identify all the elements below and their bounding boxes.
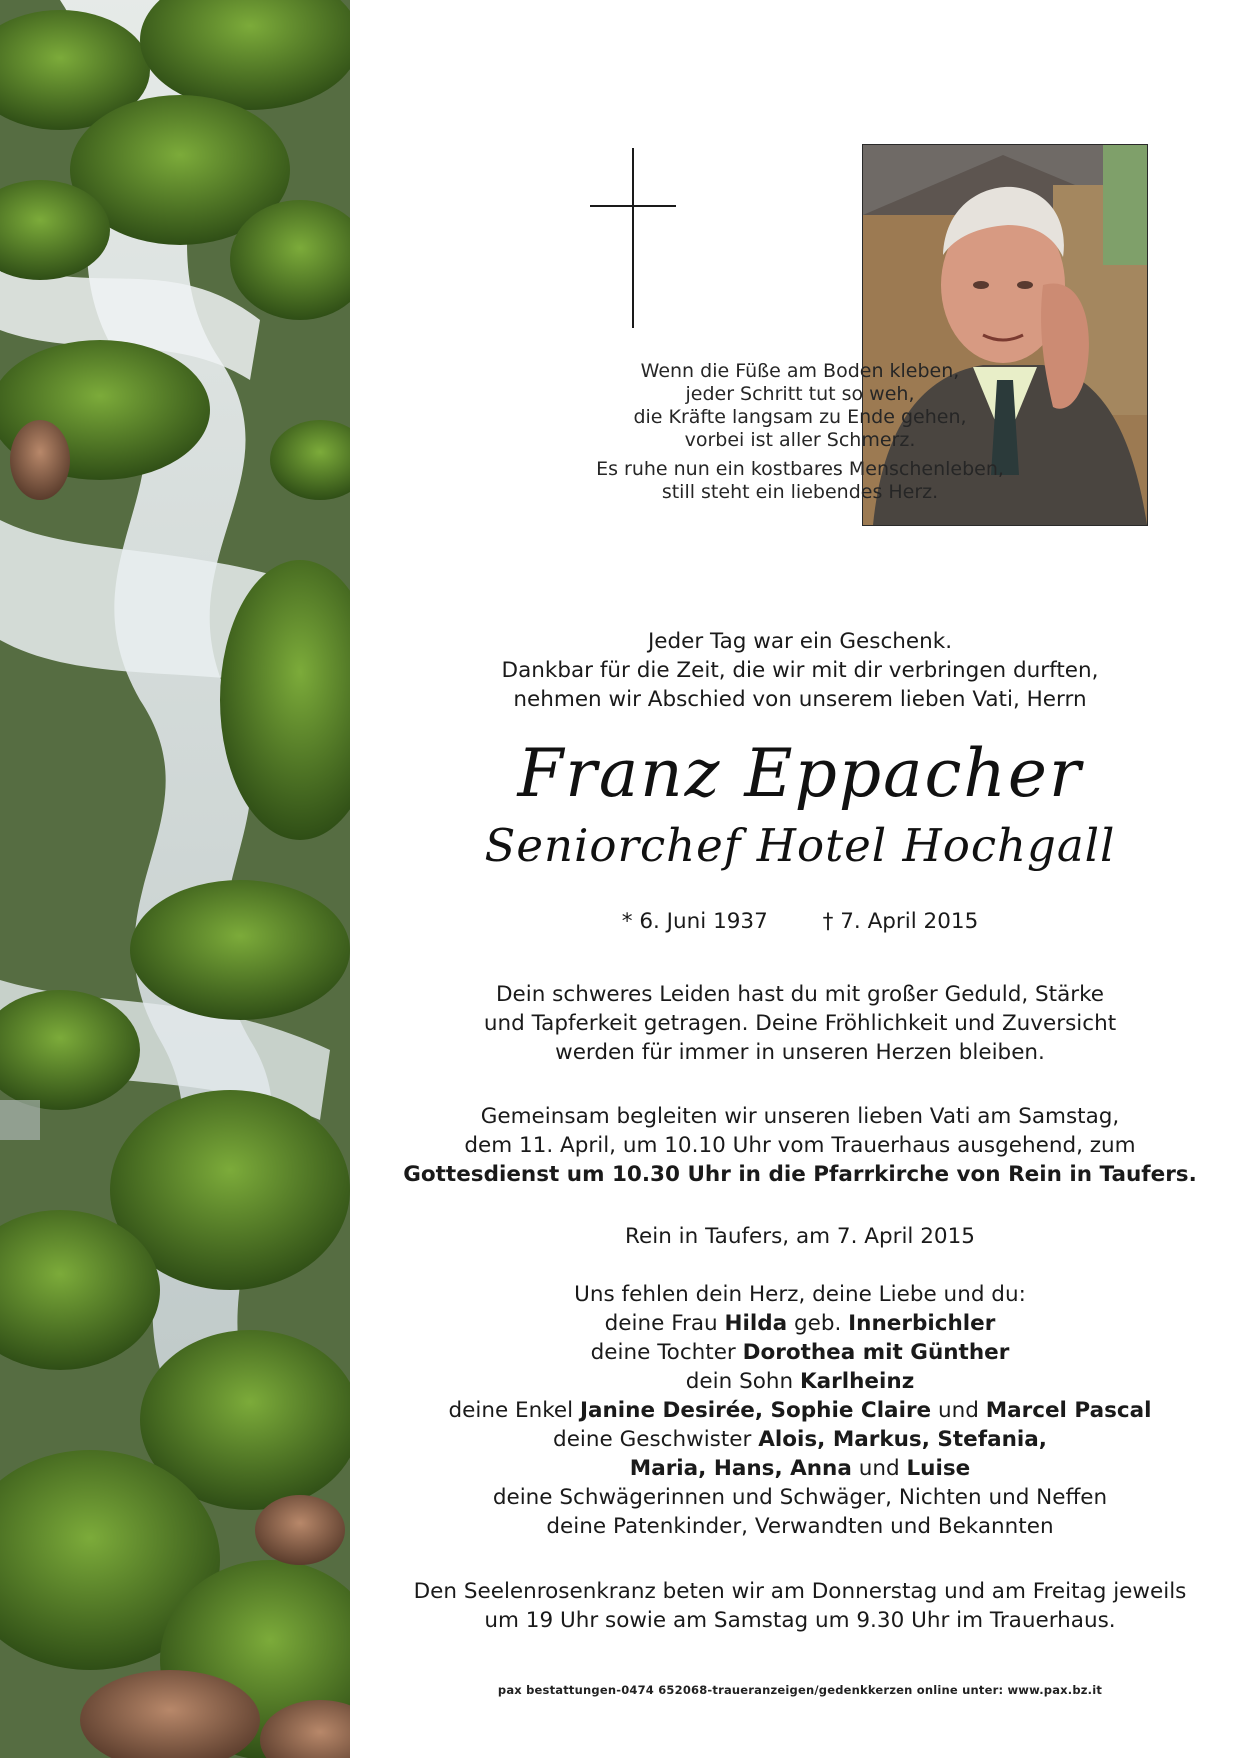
waterfall-moss-photo xyxy=(0,0,350,1758)
rosary-info: Den Seelenrosenkranz beten wir am Donnerstag und am Freitag jeweils um 19 Uhr sowie am Samstag um 9.30 Uhr im Trauerhaus. xyxy=(413,1579,1187,1633)
poem xyxy=(400,360,1200,510)
life-dates xyxy=(400,908,1200,936)
family-list xyxy=(400,1280,1200,1541)
poem-stanza-1: Wenn die Füße am Boden kleben, jeder Schritt tut so weh, die Kräfte langsam zu Ende gehen, vorbei ist aller Schmerz. xyxy=(633,360,967,451)
family-siblings: deine Geschwister Alois, Markus, Stefania, xyxy=(553,1427,1047,1452)
family-wife: deine Frau Hilda geb. Innerbichler xyxy=(604,1311,996,1336)
family-others: deine Patenkinder, Verwandten und Bekannten xyxy=(546,1514,1054,1539)
death-date: † 7. April 2015 xyxy=(822,909,979,934)
funeral-info: Gemeinsam begleiten wir unseren lieben Vati am Samstag, dem 11. April, um 10.10 Uhr vom Trauerhaus ausgehend, zum Gottesdienst um 10.30 Uhr in die Pfarrkirche von Rein in Taufers. xyxy=(403,1104,1197,1187)
birth-date: * 6. Juni 1937 xyxy=(621,909,768,934)
family-grandchildren: deine Enkel Janine Desirée, Sophie Claire und Marcel Pascal xyxy=(448,1398,1152,1423)
deceased-title: Seniorchef Hotel Hochgall xyxy=(484,819,1116,872)
family-intro: Uns fehlen dein Herz, deine Liebe und du: xyxy=(574,1282,1026,1307)
place-date: Rein in Taufers, am 7. April 2015 xyxy=(625,1224,975,1249)
poem-stanza-2: Es ruhe nun ein kostbares Menschenleben, still steht ein liebendes Herz. xyxy=(596,458,1004,503)
tribute-paragraph: Dein schweres Leiden hast du mit großer Geduld, Stärke und Tapferkeit getragen. Deine Fröhlichkeit und Zuversicht werden für immer in unseren Herzen bleiben. xyxy=(483,982,1117,1065)
intro-text: Jeder Tag war ein Geschenk. Dankbar für die Zeit, die wir mit dir verbringen durften, nehmen wir Abschied von unserem lieben Vati, Herrn xyxy=(501,629,1099,712)
family-siblings-2: Maria, Hans, Anna und Luise xyxy=(629,1456,971,1481)
family-son: dein Sohn Karlheinz xyxy=(685,1369,915,1394)
family-in-laws: deine Schwägerinnen und Schwäger, Nichten und Neffen xyxy=(492,1485,1108,1510)
cross-icon xyxy=(590,148,676,328)
footer-credit: pax bestattungen-0474 652068-traueranzeigen/gedenkkerzen online unter: www.pax.bz.it xyxy=(497,1683,1103,1697)
deceased-name: Franz Eppacher xyxy=(517,735,1083,812)
family-daughter: deine Tochter Dorothea mit Günther xyxy=(590,1340,1010,1365)
